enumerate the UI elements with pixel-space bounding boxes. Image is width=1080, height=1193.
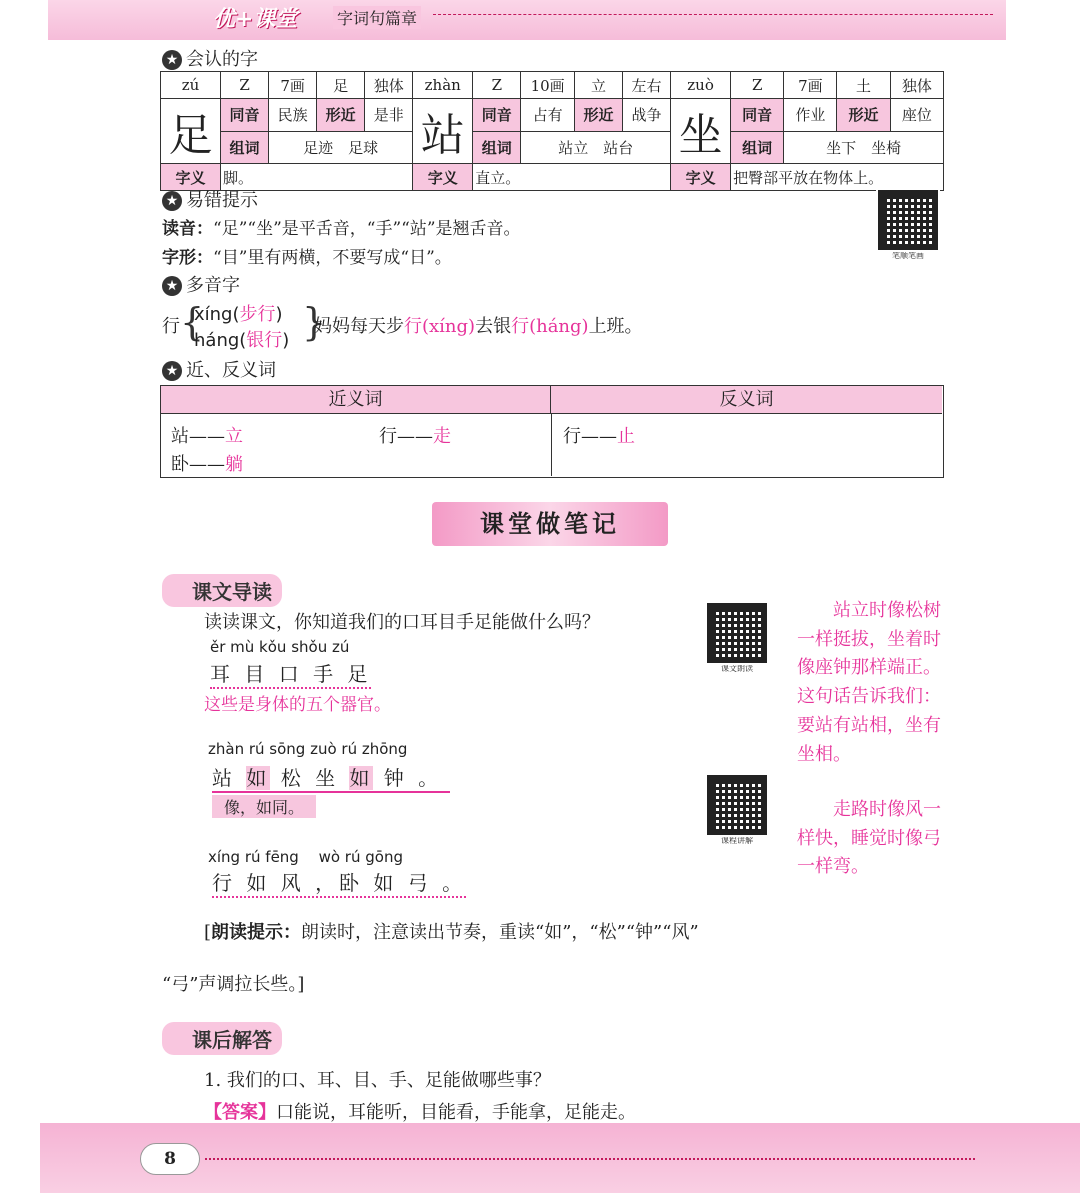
text: 行(xíng) bbox=[404, 316, 476, 337]
qr-icon bbox=[878, 190, 938, 250]
char-table bbox=[160, 71, 944, 191]
paren: ) bbox=[282, 330, 290, 351]
reading: háng( bbox=[194, 330, 247, 351]
qr-code[interactable] bbox=[707, 775, 767, 846]
pinyin: zhàn bbox=[413, 72, 473, 99]
word: 止 bbox=[617, 426, 635, 447]
cell: 把臀部平放在物体上。 bbox=[731, 164, 944, 191]
text: 站 bbox=[212, 766, 236, 790]
reading: xíng( bbox=[194, 304, 240, 325]
label: 朗读提示： bbox=[211, 922, 302, 943]
text: “目”里有两横，不要写成“日”。 bbox=[213, 248, 452, 268]
section-poly bbox=[162, 271, 240, 297]
strokes: 10画 bbox=[521, 72, 575, 99]
cell: 是非 bbox=[365, 99, 413, 132]
cell: 脚。 bbox=[221, 164, 413, 191]
cell: 作业 bbox=[784, 99, 837, 132]
header-bar bbox=[48, 0, 1006, 40]
label: 字义 bbox=[161, 164, 221, 191]
cell: 占有 bbox=[521, 99, 575, 132]
side-note: 站立时像松树一样挺拔，坐着时像座钟那样端正。这句话告诉我们：要站有站相，坐有坐相。 bbox=[797, 600, 941, 765]
qr-caption: 笔顺笔画 bbox=[892, 251, 924, 260]
section-recognize bbox=[162, 45, 258, 71]
qr-icon bbox=[707, 775, 767, 835]
header-subtitle: 字词句篇章 bbox=[333, 6, 421, 29]
highlight: 如 bbox=[246, 766, 271, 790]
big-char: 站 bbox=[413, 99, 473, 164]
structure: 左右 bbox=[623, 72, 671, 99]
header-synonym: 近义词 bbox=[161, 386, 551, 414]
star-icon: ★ bbox=[162, 361, 182, 381]
label: 同音 bbox=[221, 99, 269, 132]
text: 行—— bbox=[563, 426, 617, 447]
strokes: 7画 bbox=[269, 72, 317, 99]
tag-reading: 课文导读 bbox=[162, 574, 282, 607]
section-errors bbox=[162, 186, 258, 212]
question: 1. 我们的口、耳、目、手、足能做哪些事？ bbox=[204, 1070, 551, 1091]
section-title: 会认的字 bbox=[186, 49, 258, 70]
qr-code[interactable] bbox=[707, 603, 767, 674]
reading-tip-cont: “弓”声调拉长些。] bbox=[162, 974, 305, 995]
cell: 坐下 坐椅 bbox=[784, 131, 944, 164]
cell: 足迹 足球 bbox=[269, 131, 413, 164]
section-title: 多音字 bbox=[186, 275, 240, 296]
word: 银行 bbox=[246, 330, 283, 351]
page-number: 8 bbox=[140, 1143, 200, 1175]
text: 口能说，耳能听，目能看，手能拿，足能走。 bbox=[276, 1102, 636, 1123]
text: 妈妈每天步 bbox=[314, 316, 404, 337]
poly-sentence bbox=[314, 312, 643, 338]
cell: 战争 bbox=[623, 99, 671, 132]
qr-caption: 课文朗读 bbox=[721, 664, 753, 673]
error-tip-2 bbox=[162, 243, 452, 268]
side-note: 走路时像风一样快，睡觉时像弓一样弯。 bbox=[797, 799, 941, 878]
structure: 独体 bbox=[365, 72, 413, 99]
qr-icon bbox=[707, 603, 767, 663]
qr-caption: 课程讲解 bbox=[721, 836, 753, 845]
label: 【答案】 bbox=[204, 1102, 276, 1123]
syn-pair bbox=[171, 450, 243, 476]
structure: 独体 bbox=[890, 72, 943, 99]
syn-pair bbox=[379, 422, 451, 448]
paren: ) bbox=[275, 304, 283, 325]
note: 像，如同。 bbox=[212, 795, 316, 818]
ant-pair bbox=[563, 422, 635, 448]
star-icon: ★ bbox=[162, 50, 182, 70]
big-char: 坐 bbox=[671, 99, 731, 164]
text: 朗读时，注意读出节奏，重读“如”，“松”“钟”“风” bbox=[301, 922, 699, 943]
pinyin-line: zhàn rú sōng zuò rú zhōng bbox=[208, 740, 408, 758]
syn-pair bbox=[171, 422, 243, 448]
pinyin: zuò bbox=[671, 72, 731, 99]
text: 卧—— bbox=[171, 454, 225, 475]
pinyin-line: ěr mù kǒu shǒu zú bbox=[210, 638, 350, 656]
text-line: 耳 目 口 手 足 bbox=[210, 658, 371, 689]
text-line: 行 如 风 ，卧 如 弓 。 bbox=[212, 867, 466, 898]
label: 组词 bbox=[473, 131, 521, 164]
note: 这些是身体的五个器官。 bbox=[204, 695, 391, 715]
text: 松 坐 bbox=[280, 766, 340, 790]
footer-bar bbox=[40, 1123, 1080, 1193]
label: 字义 bbox=[671, 164, 731, 191]
header-antonym: 反义词 bbox=[551, 386, 942, 414]
word: 走 bbox=[433, 426, 451, 447]
label: 字形： bbox=[162, 248, 213, 268]
synonym-table bbox=[160, 385, 944, 478]
text: 钟 。 bbox=[383, 766, 443, 790]
intro-text: 读读课文，你知道我们的口耳目手足能做什么吗？ bbox=[204, 612, 600, 633]
tag-answers: 课后解答 bbox=[162, 1022, 282, 1055]
header-title: 优+课堂 bbox=[213, 7, 298, 32]
footer-dotted-line bbox=[205, 1158, 975, 1160]
text-line bbox=[212, 762, 450, 793]
strokes: 7画 bbox=[784, 72, 837, 99]
label: 形近 bbox=[574, 99, 622, 132]
header-dotted-line bbox=[433, 14, 993, 15]
cell: 站立 站台 bbox=[521, 131, 671, 164]
text: 站—— bbox=[171, 426, 225, 447]
highlight: 如 bbox=[349, 766, 374, 790]
pinyin-line: xíng rú fēng wò rú gōng bbox=[208, 848, 403, 866]
word: 躺 bbox=[225, 454, 243, 475]
label: 组词 bbox=[731, 131, 784, 164]
radical: 立 bbox=[574, 72, 622, 99]
text: 行(háng) bbox=[511, 316, 589, 337]
label: 组词 bbox=[221, 131, 269, 164]
word: 立 bbox=[225, 426, 243, 447]
banner: 课堂做笔记 bbox=[432, 502, 668, 546]
qr-code[interactable] bbox=[878, 190, 938, 261]
word: 步行 bbox=[239, 304, 276, 325]
cell: 直立。 bbox=[473, 164, 671, 191]
star-icon: ★ bbox=[162, 191, 182, 211]
text: 上班。 bbox=[588, 316, 643, 337]
reading-tip: [朗读提示：朗读时，注意读出节奏，重读“如”，“松”“钟”“风” bbox=[204, 922, 699, 943]
poly-char: 行 bbox=[162, 316, 180, 337]
pinyin: zú bbox=[161, 72, 221, 99]
label: 同音 bbox=[731, 99, 784, 132]
error-tip-1 bbox=[162, 214, 521, 239]
radical: 土 bbox=[837, 72, 890, 99]
label: 同音 bbox=[473, 99, 521, 132]
section-title: 易错提示 bbox=[186, 190, 258, 211]
cell: 民族 bbox=[269, 99, 317, 132]
radical: 足 bbox=[317, 72, 365, 99]
cell: 座位 bbox=[890, 99, 943, 132]
label: 读音： bbox=[162, 219, 213, 239]
index: Z bbox=[221, 72, 269, 99]
index: Z bbox=[473, 72, 521, 99]
big-char: 足 bbox=[161, 99, 221, 164]
section-synonym bbox=[162, 356, 276, 382]
star-icon: ★ bbox=[162, 276, 182, 296]
answer bbox=[204, 1098, 636, 1124]
index: Z bbox=[731, 72, 784, 99]
label: 形近 bbox=[317, 99, 365, 132]
section-title: 近、反义词 bbox=[186, 360, 276, 381]
label: 形近 bbox=[837, 99, 890, 132]
label: 字义 bbox=[413, 164, 473, 191]
text: 去银 bbox=[475, 316, 512, 337]
text: “足”“坐”是平舌音，“手”“站”是翘舌音。 bbox=[213, 219, 521, 239]
text: 行—— bbox=[379, 426, 433, 447]
